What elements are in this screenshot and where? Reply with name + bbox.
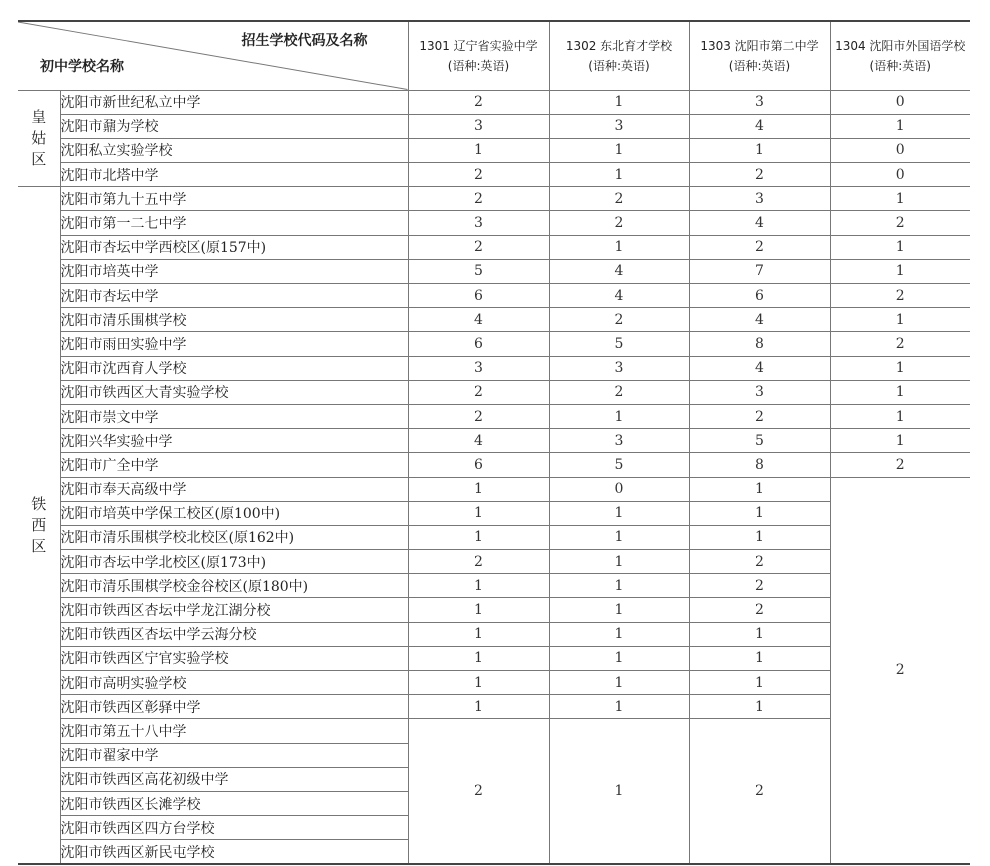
quota-value: 1: [830, 235, 970, 259]
merged-quota-value: 1: [549, 719, 689, 864]
table-row: [18, 429, 970, 453]
district-char: 姑: [31, 128, 47, 147]
middle-school-name: 沈阳市铁西区四方台学校: [60, 816, 408, 840]
quota-value: 3: [689, 90, 830, 114]
quota-value: 2: [408, 404, 549, 428]
quota-value: 3: [408, 114, 549, 138]
quota-value: 4: [549, 284, 689, 308]
quota-value: 1: [689, 138, 830, 162]
middle-school-name: 沈阳市翟家中学: [60, 743, 408, 767]
table-row: [18, 308, 970, 332]
quota-value: 1: [549, 90, 689, 114]
quota-value: 1: [549, 404, 689, 428]
table-row: [18, 380, 970, 404]
quota-value: 2: [830, 332, 970, 356]
table-row: [18, 695, 970, 719]
corner-top-label: 招生学校代码及名称: [241, 33, 368, 49]
corner-bottom-label: 初中学校名称: [40, 58, 124, 75]
quota-value: 2: [408, 235, 549, 259]
middle-school-name: 沈阳市铁西区新民屯学校: [60, 840, 408, 864]
table-row: [18, 332, 970, 356]
middle-school-name: 沈阳市铁西区杏坛中学龙江湖分校: [60, 598, 408, 622]
quota-value: 3: [408, 211, 549, 235]
quota-value: 2: [830, 453, 970, 477]
quota-value: 2: [689, 574, 830, 598]
quota-value: 5: [549, 453, 689, 477]
table-row: [18, 404, 970, 428]
quota-value: 2: [689, 235, 830, 259]
school-header-1302: [549, 21, 689, 90]
quota-value: 1: [689, 501, 830, 525]
table-row: [18, 646, 970, 670]
middle-school-name: 沈阳私立实验学校: [60, 138, 408, 162]
middle-school-name: 沈阳市广全中学: [60, 453, 408, 477]
quota-value: 1: [830, 429, 970, 453]
district-char: 西: [31, 515, 47, 534]
quota-value: 1: [689, 646, 830, 670]
quota-value: 3: [408, 356, 549, 380]
middle-school-name: 沈阳市第九十五中学: [60, 187, 408, 211]
middle-school-name: 沈阳市培英中学保工校区(原100中): [60, 501, 408, 525]
quota-value: 0: [830, 138, 970, 162]
middle-school-name: 沈阳市铁西区杏坛中学云海分校: [60, 622, 408, 646]
quota-value: 1: [830, 114, 970, 138]
school-name: 1303 沈阳市第二中学: [700, 38, 819, 53]
table-row: [18, 719, 970, 743]
quota-value: 3: [549, 114, 689, 138]
school-header-1301: [408, 21, 549, 90]
quota-value: 2: [549, 308, 689, 332]
quota-value: 5: [408, 259, 549, 283]
middle-school-name: 沈阳市铁西区彰驿中学: [60, 695, 408, 719]
district-tiexi: [18, 187, 60, 864]
middle-school-name: 沈阳市雨田实验中学: [60, 332, 408, 356]
quota-value: 1: [549, 525, 689, 549]
quota-value: 1: [830, 380, 970, 404]
quota-value: 1: [549, 501, 689, 525]
quota-value: 1: [549, 550, 689, 574]
quota-value: 2: [689, 163, 830, 187]
table-row: [18, 163, 970, 187]
district-char: 区: [31, 536, 47, 555]
quota-value: 1: [408, 646, 549, 670]
quota-value: 1: [689, 695, 830, 719]
quota-value: 4: [408, 429, 549, 453]
quota-value: 4: [689, 114, 830, 138]
middle-school-name: 沈阳市第五十八中学: [60, 719, 408, 743]
table-row: [18, 235, 970, 259]
quota-value: 1: [408, 138, 549, 162]
quota-value: 2: [689, 404, 830, 428]
school-header-1304: [830, 21, 970, 90]
district-char: 铁: [31, 494, 47, 513]
middle-school-name: 沈阳市清乐围棋学校北校区(原162中): [60, 525, 408, 549]
quota-value: 1: [830, 187, 970, 211]
quota-value: 1: [408, 574, 549, 598]
middle-school-name: 沈阳市崇文中学: [60, 404, 408, 428]
middle-school-name: 沈阳市培英中学: [60, 259, 408, 283]
quota-value: 1: [549, 598, 689, 622]
quota-value: 6: [408, 453, 549, 477]
middle-school-name: 沈阳市铁西区高花初级中学: [60, 767, 408, 791]
quota-value: 1: [408, 671, 549, 695]
table-row: [18, 187, 970, 211]
quota-value: 4: [408, 308, 549, 332]
middle-school-name: 沈阳市清乐围棋学校: [60, 308, 408, 332]
middle-school-name: 沈阳市杏坛中学北校区(原173中): [60, 550, 408, 574]
quota-value: 2: [689, 598, 830, 622]
school-name: 1304 沈阳市外国语学校: [835, 38, 966, 53]
quota-value: 3: [689, 187, 830, 211]
table-row: [18, 259, 970, 283]
middle-school-name: 沈阳市杏坛中学: [60, 284, 408, 308]
quota-value: 1: [830, 308, 970, 332]
quota-value: 3: [549, 429, 689, 453]
quota-value: 1: [408, 525, 549, 549]
quota-table: [18, 20, 970, 865]
table-row: [18, 574, 970, 598]
middle-school-name: 沈阳市铁西区大青实验学校: [60, 380, 408, 404]
quota-value: 4: [549, 259, 689, 283]
middle-school-name: 沈阳市第一二七中学: [60, 211, 408, 235]
quota-value: 2: [408, 380, 549, 404]
quota-value: 4: [689, 308, 830, 332]
quota-value: 1: [689, 671, 830, 695]
corner-header: [18, 21, 408, 90]
quota-value: 1: [830, 404, 970, 428]
district-char: 皇: [31, 107, 47, 126]
table-row: [18, 453, 970, 477]
quota-value: 1: [408, 598, 549, 622]
quota-value: 1: [549, 695, 689, 719]
quota-value: 2: [408, 163, 549, 187]
middle-school-name: 沈阳市新世纪私立中学: [60, 90, 408, 114]
quota-value: 2: [408, 187, 549, 211]
quota-value: 1: [689, 525, 830, 549]
quota-value: 1: [689, 477, 830, 501]
quota-value: 1: [549, 622, 689, 646]
merged-quota-1304: 2: [830, 477, 970, 864]
quota-value: 8: [689, 453, 830, 477]
quota-value: 1: [830, 259, 970, 283]
school-name: 1302 东北育才学校: [565, 38, 673, 53]
header-row: [18, 21, 970, 90]
table-row: [18, 550, 970, 574]
table-row: [18, 114, 970, 138]
middle-school-name: 沈阳市铁西区宁官实验学校: [60, 646, 408, 670]
school-language: (语种:英语): [869, 58, 931, 73]
quota-value: 1: [549, 671, 689, 695]
quota-value: 6: [689, 284, 830, 308]
table-row: [18, 525, 970, 549]
quota-value: 2: [830, 211, 970, 235]
table-row: [18, 622, 970, 646]
quota-value: 0: [830, 163, 970, 187]
school-language: (语种:英语): [447, 58, 510, 73]
quota-value: 0: [830, 90, 970, 114]
quota-value: 3: [549, 356, 689, 380]
quota-value: 5: [689, 429, 830, 453]
quota-value: 1: [549, 138, 689, 162]
quota-value: 3: [689, 380, 830, 404]
table-row: [18, 598, 970, 622]
table-row: [18, 211, 970, 235]
district-char: 区: [31, 149, 47, 168]
table-row: [18, 356, 970, 380]
quota-value: 2: [830, 284, 970, 308]
quota-value: 4: [689, 211, 830, 235]
district-huanggu: [18, 90, 60, 187]
school-language: (语种:英语): [588, 58, 650, 73]
quota-value: 1: [549, 235, 689, 259]
school-header-1303: [689, 21, 830, 90]
table-row: [18, 284, 970, 308]
table-row: [18, 477, 970, 501]
quota-value: 1: [549, 646, 689, 670]
quota-value: 1: [408, 501, 549, 525]
quota-value: 1: [408, 695, 549, 719]
middle-school-name: 沈阳市沈西育人学校: [60, 356, 408, 380]
quota-value: 4: [689, 356, 830, 380]
quota-value: 1: [408, 622, 549, 646]
merged-quota-value: 2: [408, 719, 549, 864]
quota-value: 8: [689, 332, 830, 356]
table-row: [18, 671, 970, 695]
table-row: [18, 501, 970, 525]
quota-value: 6: [408, 284, 549, 308]
school-language: (语种:英语): [728, 58, 791, 73]
quota-value: 2: [689, 550, 830, 574]
middle-school-name: 沈阳市鼐为学校: [60, 114, 408, 138]
quota-value: 1: [549, 163, 689, 187]
merged-quota-value: 2: [689, 719, 830, 864]
quota-value: 2: [549, 380, 689, 404]
quota-value: 2: [408, 550, 549, 574]
middle-school-name: 沈阳兴华实验中学: [60, 429, 408, 453]
middle-school-name: 沈阳市铁西区长滩学校: [60, 791, 408, 815]
quota-value: 1: [408, 477, 549, 501]
middle-school-name: 沈阳市高明实验学校: [60, 671, 408, 695]
quota-value: 7: [689, 259, 830, 283]
quota-value: 2: [549, 211, 689, 235]
middle-school-name: 沈阳市北塔中学: [60, 163, 408, 187]
middle-school-name: 沈阳市杏坛中学西校区(原157中): [60, 235, 408, 259]
middle-school-name: 沈阳市奉天高级中学: [60, 477, 408, 501]
quota-value: 2: [408, 90, 549, 114]
middle-school-name: 沈阳市清乐围棋学校金谷校区(原180中): [60, 574, 408, 598]
quota-value: 1: [830, 356, 970, 380]
table-row: [18, 90, 970, 114]
quota-value: 5: [549, 332, 689, 356]
quota-value: 0: [549, 477, 689, 501]
school-name: 1301 辽宁省实验中学: [419, 38, 538, 53]
quota-value: 1: [689, 622, 830, 646]
quota-value: 1: [549, 574, 689, 598]
table-row: [18, 138, 970, 162]
quota-value: 2: [549, 187, 689, 211]
quota-value: 6: [408, 332, 549, 356]
